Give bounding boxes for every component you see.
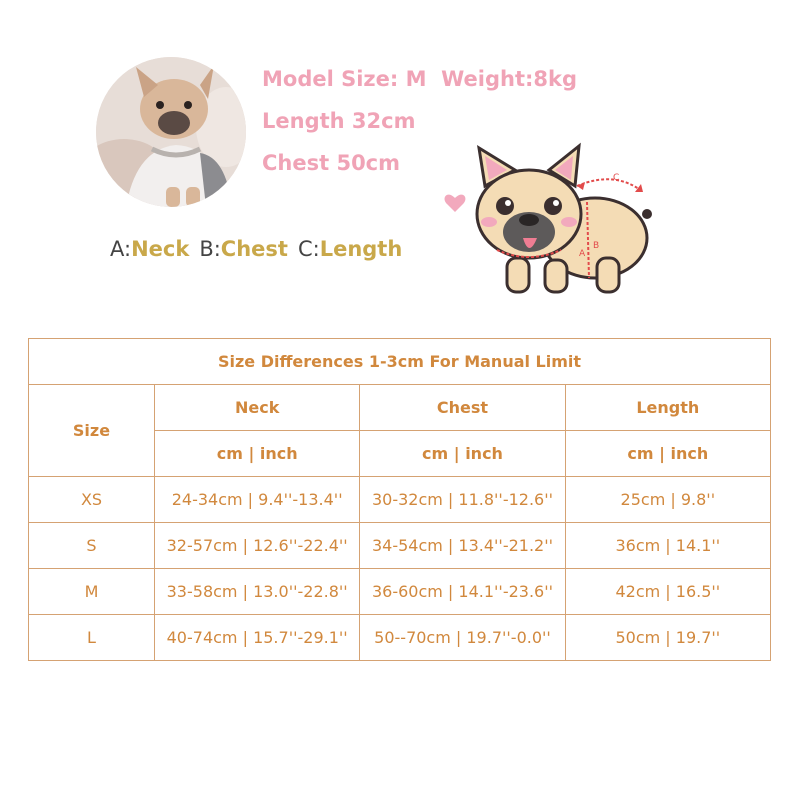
table-row — [29, 477, 771, 523]
length-unit-header: cm | inch — [565, 431, 770, 477]
measurement-legend — [110, 232, 402, 266]
legend-b-word: Chest — [220, 237, 288, 261]
neck-cell: 33-58cm | 13.0''-22.8'' — [155, 569, 360, 615]
model-chest: Chest 50cm — [262, 151, 401, 175]
diagram-label-a: A — [579, 249, 586, 259]
chest-unit-header: cm | inch — [360, 431, 565, 477]
diagram-label-c: C — [613, 173, 620, 183]
size-column-header: Size — [29, 385, 155, 477]
size-cell: XS — [29, 477, 155, 523]
length-cell: 36cm | 14.1'' — [565, 523, 770, 569]
model-dog-photo — [96, 57, 246, 207]
neck-unit-header: cm | inch — [155, 431, 360, 477]
neck-cell: 40-74cm | 15.7''-29.1'' — [155, 615, 360, 661]
legend-b-letter: B: — [199, 237, 221, 261]
size-table — [28, 338, 771, 661]
neck-cell: 32-57cm | 12.6''-22.4'' — [155, 523, 360, 569]
size-cell: S — [29, 523, 155, 569]
measurement-diagram — [437, 140, 657, 300]
table-row — [29, 615, 771, 661]
length-column-header: Length — [565, 385, 770, 431]
size-cell: L — [29, 615, 155, 661]
model-length: Length 32cm — [262, 109, 416, 133]
table-row — [29, 569, 771, 615]
chest-cell: 30-32cm | 11.8''-12.6'' — [360, 477, 565, 523]
table-caption-row — [29, 339, 771, 385]
length-cell: 25cm | 9.8'' — [565, 477, 770, 523]
length-cell: 42cm | 16.5'' — [565, 569, 770, 615]
size-cell: M — [29, 569, 155, 615]
legend-c-letter: C: — [297, 237, 320, 261]
neck-column-header: Neck — [155, 385, 360, 431]
diagram-label-b: B — [593, 241, 600, 251]
table-caption: Size Differences 1-3cm For Manual Limit — [29, 339, 771, 385]
legend-c-word: Length — [319, 237, 403, 261]
chest-column-header: Chest — [360, 385, 565, 431]
neck-cell: 24-34cm | 9.4''-13.4'' — [155, 477, 360, 523]
table-header-row — [29, 385, 771, 431]
model-size-weight: Model Size: M Weight:8kg — [262, 67, 578, 91]
legend-a-word: Neck — [131, 237, 190, 261]
length-cell: 50cm | 19.7'' — [565, 615, 770, 661]
heart-icon — [445, 195, 466, 212]
table-row — [29, 523, 771, 569]
chest-cell: 34-54cm | 13.4''-21.2'' — [360, 523, 565, 569]
chest-cell: 36-60cm | 14.1''-23.6'' — [360, 569, 565, 615]
chest-cell: 50--70cm | 19.7''-0.0'' — [360, 615, 565, 661]
legend-a-letter: A: — [110, 237, 132, 261]
